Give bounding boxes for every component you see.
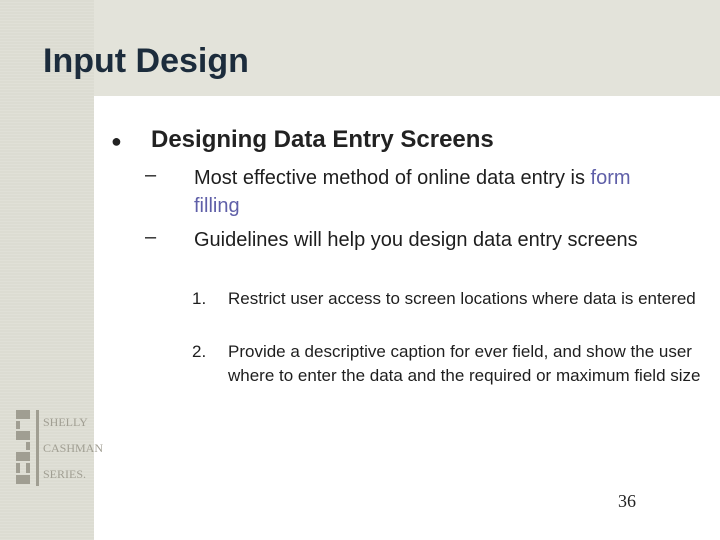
page-number: 36 — [618, 491, 636, 511]
numbered-item-2 — [192, 340, 707, 388]
bullet-level1 — [110, 126, 670, 154]
sub-bullet-dash: – — [145, 226, 157, 248]
sub-bullet-accent-text: form filling — [194, 167, 631, 217]
sub-bullet-text-main: Most effective method of online data entry is — [194, 167, 591, 189]
sub-bullet-2 — [145, 226, 675, 254]
shelly-cashman-series-logo — [14, 408, 104, 490]
sub-bullet-text — [194, 164, 664, 220]
bullet-level1-text: Designing Data Entry Screens — [151, 126, 494, 153]
sub-bullet-text: Guidelines will help you design data entry screens — [194, 229, 638, 251]
numbered-text: Provide a descriptive caption for ever field, and show the user where to enter the data and the required or maximum field size — [228, 342, 701, 385]
sub-bullet-dash: – — [145, 164, 157, 186]
logo-line-3: SERIES. — [43, 467, 87, 481]
slide-title: Input Design — [43, 42, 249, 80]
bullet-dot: ● — [111, 131, 122, 151]
logo-line-1: SHELLY — [43, 415, 88, 429]
numbered-marker: 2. — [192, 342, 207, 361]
numbered-marker: 1. — [192, 289, 207, 308]
numbered-text: Restrict user access to screen locations where data is entered — [228, 289, 696, 308]
logo-line-2: CASHMAN — [43, 441, 104, 455]
sub-bullet-1 — [145, 164, 675, 220]
numbered-item-1 — [192, 287, 707, 311]
